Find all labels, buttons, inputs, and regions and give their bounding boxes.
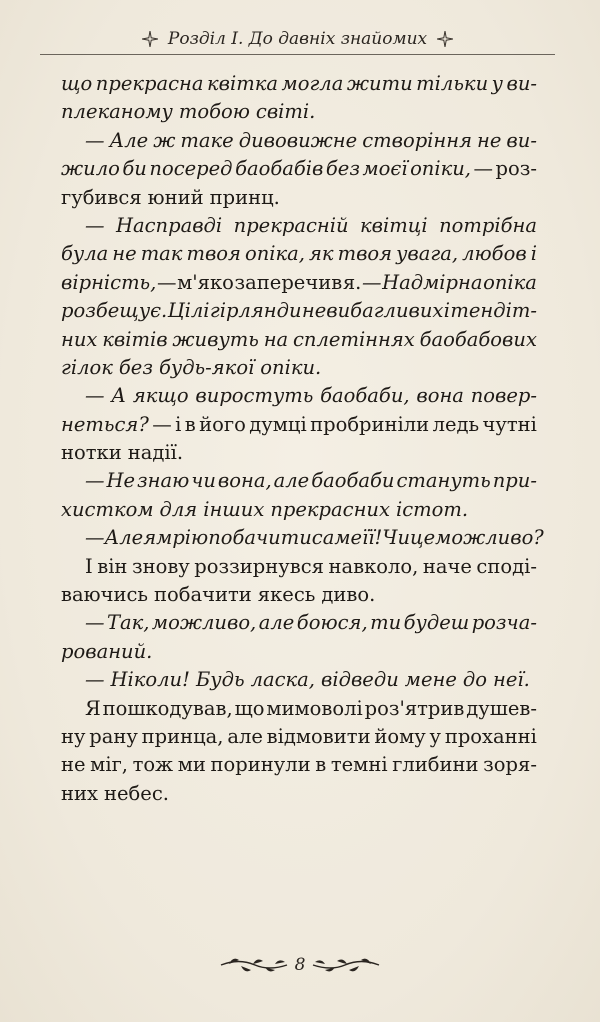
text-line: нотки надії. <box>61 441 184 465</box>
text-line: — Але я мрію побачити саме її! Чи це можливо? <box>85 526 544 550</box>
star-ornament-icon <box>437 31 453 47</box>
page-footer <box>0 950 600 980</box>
text-line: рований. <box>61 639 153 663</box>
text-line: — А якщо виростуть баобаби, вона повер- <box>85 384 537 408</box>
text-line: ваючись побачити якесь диво. <box>61 583 376 607</box>
running-head <box>40 28 555 50</box>
text-line: була не так твоя опіка, як твоя увага, любов і <box>61 242 537 266</box>
text-line: них небес. <box>61 781 169 805</box>
text-line: розбещує. Цілі гірлянди невибагливих і тендіт- <box>61 299 537 323</box>
text-line: вірність, — м'яко заперечив я. — Надмірна опіка <box>61 270 537 294</box>
text-line: — Не знаю чи вона, але баобаби стануть при- <box>85 469 537 493</box>
text-line: — Насправді прекрасній квітці потрібна <box>85 213 537 237</box>
star-ornament-icon <box>142 31 158 47</box>
text-line: Я пошкодував, що мимоволі роз'ятрив душев- <box>85 696 537 720</box>
text-line: плеканому тобою світі. <box>61 100 316 124</box>
body-text <box>61 70 544 808</box>
header-rule <box>40 54 555 55</box>
text-line: неться? — і в його думці пробриніли ледь чутні <box>61 412 537 436</box>
text-line: жило би посеред баобабів без моєї опіки, — роз- <box>61 157 537 181</box>
text-line: І він знову роззирнувся навколо, наче сподi- <box>85 554 537 578</box>
text-line: ну рану принца, але відмовити йому у проханні <box>61 724 537 748</box>
text-line: не міг, тож ми поринули в темні глибини зоря- <box>61 753 537 777</box>
text-line: — Ніколи! Будь ласка, відведи мене до неї. <box>85 668 530 692</box>
text-line: — Але ж таке дивовижне створіння не ви- <box>85 128 537 152</box>
text-line: гілок без будь-якої опіки. <box>61 355 322 379</box>
leaf-flourish-icon <box>219 954 289 976</box>
chapter-title: Розділ I. До давніх знайомих <box>167 29 428 49</box>
page-number: 8 <box>294 955 306 975</box>
text-line: що прекрасна квітка могла жити тільки у ви- <box>61 72 537 95</box>
text-line: губився юний принц. <box>61 185 280 209</box>
text-line: хистком для інших прекрасних істот. <box>61 497 469 521</box>
leaf-flourish-icon <box>311 954 381 976</box>
text-line: — Так, можливо, але боюся, ти будеш розча- <box>85 611 537 635</box>
text-line: них квітів живуть на сплетіннях баобабових <box>61 327 537 351</box>
